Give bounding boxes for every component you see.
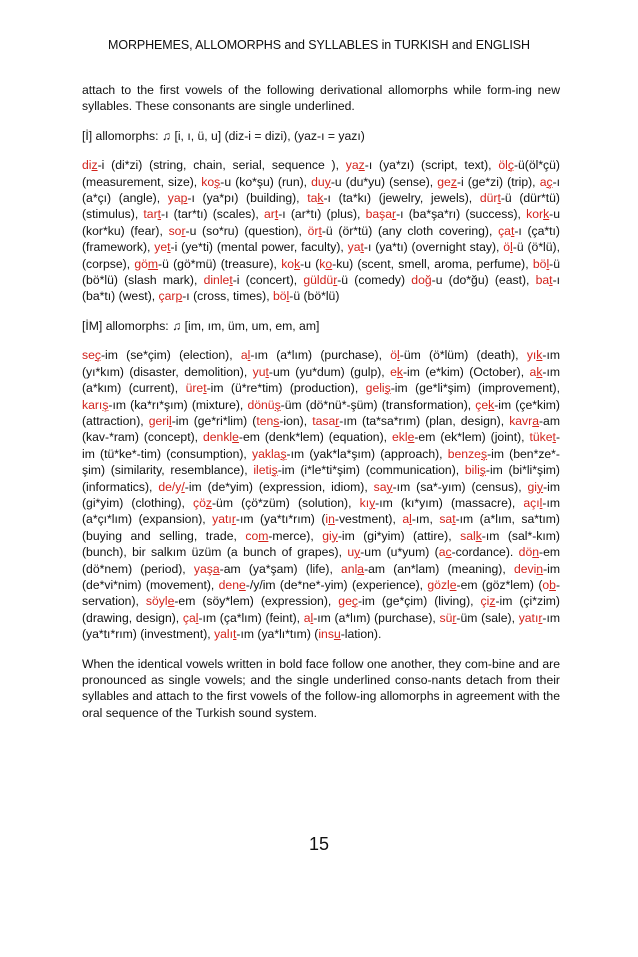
section-im-heading: [İM] allomorphs: ♫ [im, ım, üm, um, em, am] <box>82 318 320 333</box>
page-number: 15 <box>308 834 330 854</box>
running-header: MORPHEMES, ALLOMORPHS and SYLLABLES in TURKISH and ENGLISH <box>108 38 530 52</box>
page-body <box>82 82 560 734</box>
section-im-examples: seç-im (se*çim) (election), al-ım (a*lım) (purchase), öl-üm (ö*lüm) (death), yık-ım (yı*kım) (disaster, demolition), yut-um (yu*dum) (gulp), ek-im (e*kim) (October), ak-ım (a*kım) (current), üret-im (ü*re*tim) (production), geliş-im (ge*li*şim) (improvement), karış-ım (ka*rı*şım) (mixture), dönüş-üm (dö*nü*-şüm) (transformation), çek-im (çe*kim) (attraction), geril-im (ge*ri*lim) (tens-ion), tasar-ım (ta*sa*rım) (plan, design), kavra-am (kav-*ram) (concept), denkle-em (denk*lem) (equation), ekle-em (ek*lem) (joint), tüket-im (tü*ke*-tim) (consumption), yaklaş-ım (yak*la*şım) (approach), benzeş-im (ben*ze*-şim) (similarity, resemblance), iletiş-im (i*le*ti*şim) (communication), biliş-im (bi*li*şim) (informatics), de/y/-im (de*yim) (expression, idiom), say-ım (sa*-yım) (census), giy-im (gi*yim) (clothing), çöz-üm (çö*züm) (solution), kıy-ım (kı*yım) (massacre), açıl-ım (a*çı*lım) (expansion), yatır-ım (ya*tı*rım) (in-vestment), al-ım, sat-ım (a*lım, sa*tım) (buying and selling, trade, com-merce), giy-im (gi*yim) (attire), salk-ım (sal*-kım) (bunch), bir salkım üzüm (a bunch of grapes), uy-um (u*yum) (ac-cordance). dön-em (dö*nem) (period), yaşa-am (ya*şam) (life), anla-am (an*lam) (meaning), devin-im (de*vi*nim) (movement), dene-/y/im (de*ne*-yim) (experience), gözle-em (göz*lem) (ob-servation), söyle-em (söy*lem) (expression), geç-im (ge*çim) (living), çiz-im (çi*zim) (drawing, design), çal-ım (ça*lım) (feint), al-ım (a*lım) (purchase), sür-üm (sale), yatır-ım (ya*tı*rım) (investment), yalıt-ım (ya*lı*tım) (insu-lation). <box>82 348 561 642</box>
intro-paragraph: attach to the first vowels of the following derivational allomorphs while form-ing new syllables. These consonants are single underlined. <box>82 83 560 114</box>
section-i-examples: diz-i (di*zi) (string, chain, serial, sequence ), yaz-ı (ya*zı) (script, text), ölç-ü(öl*çü) (measurement, size), koş-u (ko*şu) (run), duy-u (du*yu) (sense), gez-i (ge*zi) (trip), aç-ı (a*çı) (angle), yap-ı (ya*pı) (building), tak-ı (ta*kı) (jewelry, jewels), dürt-ü (dür*tü) (stimulus), tart-ı (tar*tı) (scales), art-ı (ar*tı) (plus), başar-ı (ba*şa*rı) (success), kork-u (kor*ku) (fear), sor-u (so*ru) (question), ört-ü (ör*tü) (any cloth covering), çat-ı (ça*tı) (framework), yet-i (ye*ti) (mental power, faculty), yat-ı (ya*tı) (overnight stay), öl-ü (ö*lü), (corpse), göm-ü (gö*mü) (treasure), kok-u (ko-ku) (scent, smell, aroma, perfume), böl-ü (bö*lü) (slash mark), dinlet-i (concert), güldür-ü (comedy) doğ-u (do*ğu) (east), bat-ı (ba*tı) (west), çarp-ı (cross, times), böl-ü (bö*lü) <box>82 158 561 304</box>
section-i-heading: [İ] allomorphs: ♫ [i, ı, ü, u] (diz-i = dizi), (yaz-ı = yazı) <box>82 128 365 143</box>
closing-paragraph: When the identical vowels written in bold face follow one another, they com-bine and are pronounced as single vowels; and the single underlined conso-nants detach from their syllables and attach to the first vowels of the follow-ing allomorphs in agreement with the oral sequence of the Turkish sound system. <box>82 656 560 720</box>
